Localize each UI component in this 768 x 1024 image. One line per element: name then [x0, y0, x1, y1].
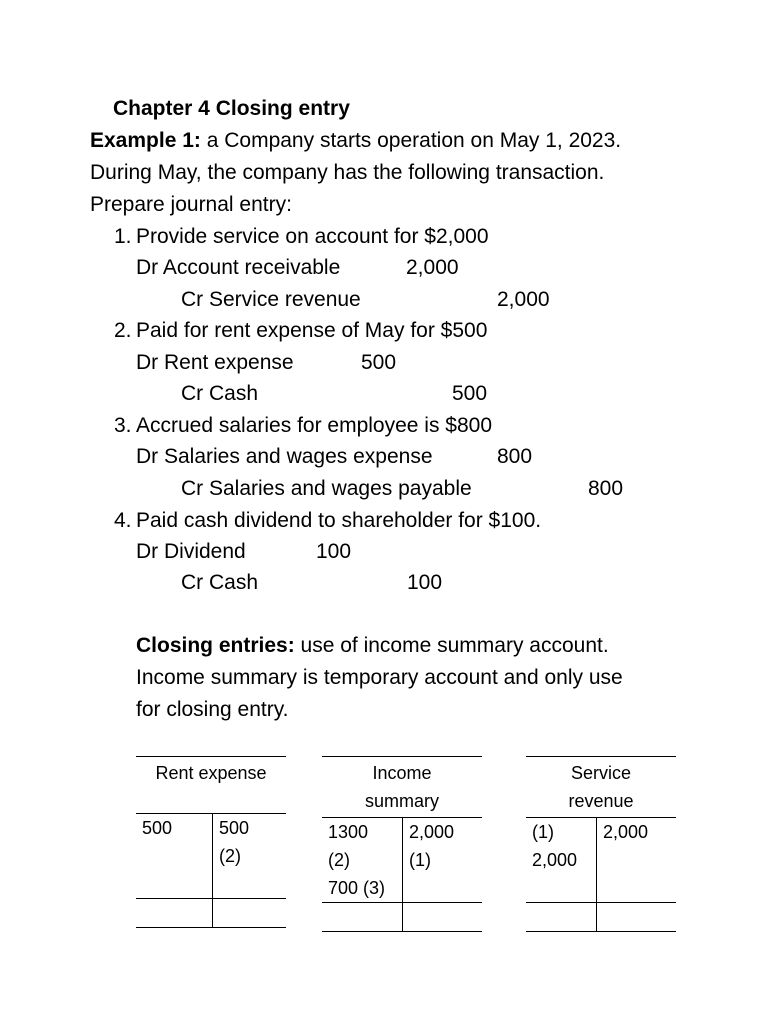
- credit-account: Cr Service revenue: [181, 288, 361, 311]
- t-account-title: Service revenue: [526, 757, 676, 818]
- credit-amount: 800: [588, 477, 624, 500]
- t-account-debit: 500: [136, 814, 213, 899]
- t-account-credit: 2,000: [603, 822, 649, 842]
- debit-amount: 2,000: [406, 256, 459, 279]
- t-account-debit: 1300 (2) 700 (3): [322, 818, 403, 903]
- t-account-title: Income summary: [322, 757, 482, 818]
- page-title: Chapter 4 Closing entry: [113, 97, 350, 120]
- debit-amount: 100: [316, 540, 352, 563]
- transaction-description: Paid cash dividend to shareholder for $100.: [136, 509, 542, 532]
- example-label: Example 1:: [90, 129, 201, 152]
- t-account-debit: (1) 2,000: [526, 818, 597, 903]
- credit-account: Cr Cash: [181, 382, 259, 405]
- t-account-credit: 2,000 (1): [409, 822, 455, 870]
- transaction-number: 4.: [114, 509, 132, 532]
- t-account-service-revenue: [526, 756, 676, 932]
- transaction-description: Paid for rent expense of May for $500: [136, 319, 488, 342]
- closing-text: use of income summary account.: [294, 634, 609, 657]
- closing-intro: [136, 632, 609, 660]
- transaction-number: 2.: [114, 319, 132, 342]
- closing-label: Closing entries:: [136, 634, 295, 657]
- transaction-description: Provide service on account for $2,000: [136, 225, 489, 248]
- debit-account: Dr Salaries and wages expense: [136, 445, 433, 468]
- credit-account: Cr Cash: [181, 571, 259, 594]
- credit-amount: 2,000: [497, 288, 550, 311]
- transaction-number: 3.: [114, 414, 132, 437]
- transaction-number: 1.: [114, 225, 132, 248]
- closing-line-2: Income summary is temporary account and only use: [136, 666, 623, 689]
- t-account-income-summary: [322, 756, 482, 932]
- closing-line-3: for closing entry.: [136, 698, 289, 721]
- debit-account: Dr Account receivable: [136, 256, 341, 279]
- t-account-rent-expense: [136, 756, 286, 928]
- credit-amount: 100: [407, 571, 443, 594]
- debit-amount: 800: [497, 445, 533, 468]
- example-line-2: During May, the company has the following transaction.: [90, 161, 605, 184]
- transaction-description: Accrued salaries for employee is $800: [136, 414, 493, 437]
- credit-amount: 500: [452, 382, 488, 405]
- example-text: a Company starts operation on May 1, 2023.: [200, 129, 622, 152]
- debit-account: Dr Rent expense: [136, 351, 294, 374]
- t-account-credit: 500 (2): [219, 818, 250, 866]
- debit-amount: 500: [361, 351, 397, 374]
- example-intro: [90, 127, 621, 155]
- debit-account: Dr Dividend: [136, 540, 246, 563]
- t-account-title: Rent expense: [136, 757, 286, 814]
- example-line-3: Prepare journal entry:: [90, 193, 292, 216]
- credit-account: Cr Salaries and wages payable: [181, 477, 472, 500]
